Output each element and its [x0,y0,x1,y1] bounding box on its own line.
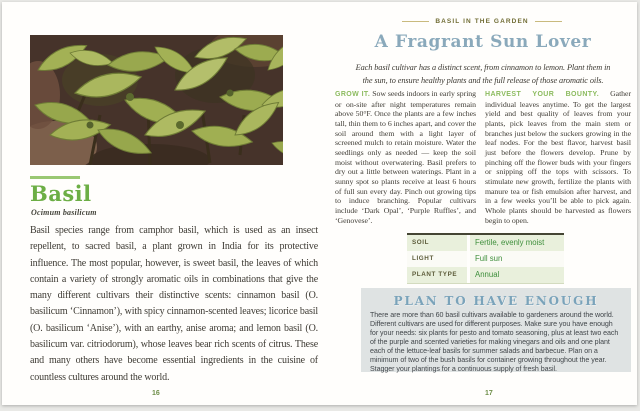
article-columns [335,89,631,225]
plant-description: Basil species range from camphor basil, which is used as an insect repellent, to sacred basil, a plant grown in India for its protective influence. The most popular, however, is sweet basil, the leaves of which contain a variety of strongly aromatic oils in combinations that give the many different cultivars their distinctive scents: cinnamon basil (O. basilicum ‘Cinnamon’), with spicy cinnamon-scented leaves; licorice basil (O. basilicum ‘Anise’), with an earthy, anise aroma; and lemon basil (O. basilicum var. citriodorum), whose leaves bear rich scents of citrus. These and many others have become essential ingredients in the cuisine of countless cultures around the world. [30,225,318,383]
article-intro: Each basil cultivar has a distinct scent, from cinnamon to lemon. Plant them in the sun, to ensure healthy plants and the full release of those aromatic oils. [355,63,611,85]
soil-label: SOIL [407,235,467,251]
table-row-light [407,251,564,267]
title-accent-rule [30,176,80,179]
pages-background [2,2,637,405]
table-row-plant-type [407,267,564,283]
page-number-right: 17 [485,390,493,397]
plant-type-value: Annual [470,267,564,283]
growing-info-table [407,233,564,284]
article-title: A Fragrant Sun Lover [374,32,592,52]
soil-value: Fertile, evenly moist [470,235,564,251]
kicker-rule-right [535,21,562,22]
section-kicker-row [402,18,562,25]
plan-to-have-enough-callout [361,288,631,372]
plant-title: Basil [30,181,92,206]
harvest-column [485,89,631,225]
basil-photo [30,35,283,165]
page-number-left: 16 [152,390,160,397]
section-kicker: BASIL IN THE GARDEN [435,18,529,25]
harvest-text: Gather individual leaves anytime. To get the largest yield and best quality of leaves from your plants, pick leaves from the main stem or branches just below the suckers growing in the leaf nodes. For the best flavor, harvest basil just before the flowers develop. Prune by pinching off the flower buds with your fingers or snipping off the tops with scissors. To stimulate new growth, fertilize the plants with manure tea or fish emulsion after harvest, and in a few weeks you’ll be able to pick again. Whole plants should be harvested as flowers begin to open. [485,89,631,225]
plant-type-label: PLANT TYPE [407,267,467,283]
latin-name: Ocimum basilicum [31,208,97,217]
table-row-soil [407,235,564,251]
grow-it-text: Sow seeds indoors in early spring or on-site after night temperatures remain above 50°F. Once the plants are a few inches tall, thin them to 6 inches apart, and cover the soil around them with a light layer of screened mulch to retain moisture. Water the seedlings only as needed — keep the soil moist without overwatering. Basil prefers to dry out a little between waterings. Plant in a sunny spot so plants receive at least 6 hours of full sun every day. Pinch out growing tips to induce branching. Popular cultivars include ‘Dark Opal’, ‘Purple Ruffles’, and ‘Genovese’. [335,89,477,225]
grow-it-label: GROW IT. [335,91,371,98]
callout-text: There are more than 60 basil cultivars available to gardeners around the world. Different cultivars are used for different purposes. Make sure you have enough for your needs: six plants for pesto and tomato seasoning, plus at least two each of the purple and scented varieties for making vinegars and oils and one plant each of the lettuce-leaf basils for summer salads and barbecue. Plan on a minimum of two of the bush basils for container growing throughout the year. Stagger your plantings for a continuous supply of fresh basil. [370,311,619,373]
harvest-label: HARVEST YOUR BOUNTY. [485,91,600,98]
grow-it-column [335,89,476,225]
basil-photo-illustration [30,35,283,165]
light-label: LIGHT [407,251,467,267]
callout-title: PLAN TO HAVE ENOUGH [393,294,599,308]
light-value: Full sun [470,251,564,267]
kicker-rule-left [402,21,429,22]
